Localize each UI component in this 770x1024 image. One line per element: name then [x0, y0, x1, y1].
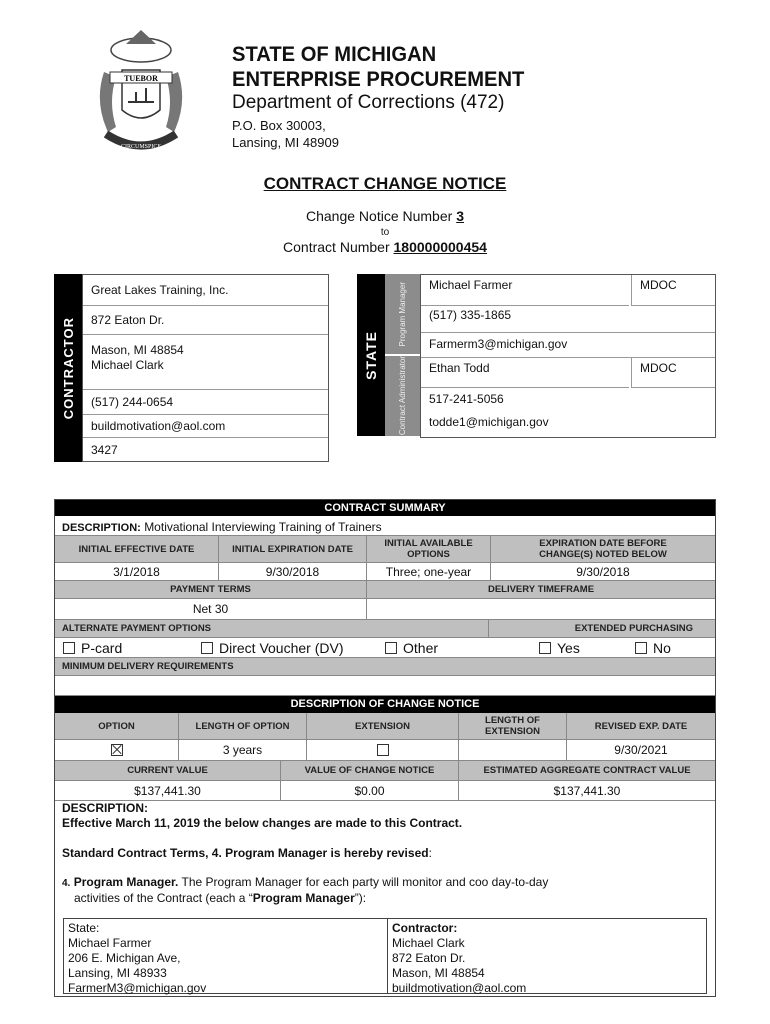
hdr-payment-terms: PAYMENT TERMS — [55, 581, 367, 598]
hdr-option: OPTION — [55, 713, 179, 739]
initial-effective-date: 3/1/2018 — [55, 563, 219, 580]
svg-text:CIRCUMSPICE: CIRCUMSPICE — [120, 144, 162, 150]
hdr-revised-exp: REVISED EXP. DATE — [594, 720, 688, 732]
current-value: $137,441.30 — [55, 781, 281, 800]
state-side-label: STATE — [357, 274, 385, 436]
hdr-length-extension: LENGTH OF EXTENSION — [459, 713, 567, 739]
ca-email: todde1@michigan.gov — [429, 415, 549, 429]
length-of-option: 3 years — [179, 740, 307, 760]
payment-header-row — [55, 581, 715, 599]
change-header-row — [55, 713, 715, 740]
extension-cell — [307, 740, 459, 760]
extended-no-option[interactable]: No — [635, 640, 671, 656]
agency-name: Department of Corrections (472) — [232, 92, 505, 113]
hdr-expiration-before: EXPIRATION DATE BEFORE CHANGE(S) NOTED BELOW — [539, 538, 667, 560]
change-notice-number: Change Notice Number 3 — [306, 208, 464, 224]
option-cell — [55, 740, 179, 760]
agency-address: P.O. Box 30003, Lansing, MI 48909 — [232, 118, 339, 150]
state-title: STATE OF MICHIGAN ENTERPRISE PROCUREMENT — [232, 43, 525, 91]
hdr-current-value: CURRENT VALUE — [55, 761, 281, 780]
checkbox-icon[interactable] — [377, 744, 389, 756]
hdr-alt-payment: ALTERNATE PAYMENT OPTIONS — [55, 620, 489, 637]
hdr-length-option: LENGTH OF OPTION — [179, 713, 307, 739]
hdr-initial-effective: INITIAL EFFECTIVE DATE — [55, 536, 219, 562]
notice-title: CONTRACT CHANGE NOTICE — [263, 174, 507, 193]
checkbox-icon[interactable] — [539, 642, 551, 654]
contractor-city: Mason, MI 48854 — [83, 334, 328, 360]
contractor-street: 872 Eaton Dr. — [91, 313, 165, 327]
hdr-initial-expiration: INITIAL EXPIRATION DATE — [219, 536, 367, 562]
ca-name: Ethan Todd — [421, 358, 629, 388]
payment-terms: Net 30 — [55, 599, 367, 619]
state-contacts — [420, 274, 716, 438]
checkbox-icon[interactable] — [201, 642, 213, 654]
delivery-timeframe — [367, 599, 715, 619]
contractor-email: buildmotivation@aol.com — [83, 414, 328, 438]
direct-voucher-option[interactable]: Direct Voucher (DV) — [201, 640, 343, 656]
initial-expiration-date: 9/30/2018 — [219, 563, 367, 580]
contract-summary-table — [54, 499, 716, 997]
michigan-seal-logo — [86, 22, 196, 152]
contractor-vendor-id: 3427 — [91, 443, 118, 457]
pm-name: Michael Farmer — [421, 275, 629, 306]
contractor-side-label: CONTRACTOR — [54, 274, 82, 462]
contractor-info — [82, 274, 329, 462]
pm-agency: MDOC — [631, 275, 715, 306]
pm-email: Farmerm3@michigan.gov — [421, 333, 715, 358]
hdr-extended-purchasing: EXTENDED PURCHASING — [574, 623, 693, 634]
hdr-extension: EXTENSION — [307, 713, 459, 739]
pm-state-column: State: Michael Farmer 206 E. Michigan Ave, Lansing, MI 48933 FarmerM3@michigan.gov — [64, 919, 388, 993]
pcard-option[interactable]: P-card — [63, 640, 122, 656]
summary-title: CONTRACT SUMMARY — [55, 500, 715, 516]
hdr-value-of-change: VALUE OF CHANGE NOTICE — [281, 761, 459, 780]
contractor-phone: (517) 244-0654 — [91, 395, 174, 409]
program-manager-table — [63, 918, 707, 994]
options-row — [55, 638, 715, 658]
change-title: DESCRIPTION OF CHANGE NOTICE — [55, 696, 715, 713]
effective-statement: Effective March 11, 2019 the below changes are made to this Contract. — [62, 816, 463, 830]
hdr-delivery-timeframe: DELIVERY TIMEFRAME — [487, 584, 595, 595]
checkbox-icon[interactable] — [63, 642, 75, 654]
change-values-row — [55, 740, 715, 761]
checked-checkbox-icon[interactable] — [111, 744, 123, 756]
value-of-change: $0.00 — [281, 781, 459, 800]
available-options: Three; one-year — [367, 563, 491, 580]
contract-number: Contract Number 180000000454 — [283, 239, 487, 255]
terms-line: Standard Contract Terms, 4. Program Manager is hereby revised: — [62, 846, 432, 860]
contractor-contact: Michael Clark — [83, 358, 328, 390]
contractor-name: Great Lakes Training, Inc. — [83, 275, 328, 306]
value-header-row — [55, 761, 715, 781]
summary-values-row — [55, 563, 715, 581]
payment-values-row — [55, 599, 715, 620]
program-manager-label: Program Manager — [385, 274, 420, 354]
value-row — [55, 781, 715, 801]
program-manager-clause: 4. Program Manager. The Program Manager for each party will monitor and coo day-to-day activities of the Contract (each a “Program Manager”): — [62, 875, 549, 905]
alt-payment-header-row — [55, 620, 715, 638]
aggregate-value: $137,441.30 — [553, 783, 621, 798]
ca-phone: 517-241-5056 — [429, 392, 504, 406]
expiration-before-change: 9/30/2018 — [576, 564, 630, 579]
pm-contractor-column: Contractor: Michael Clark 872 Eaton Dr. Mason, MI 48854 buildmotivation@aol.com — [392, 921, 527, 995]
revised-exp-date: 9/30/2021 — [614, 743, 668, 757]
checkbox-icon[interactable] — [635, 642, 647, 654]
svg-text:TUEBOR: TUEBOR — [124, 74, 158, 83]
other-option[interactable]: Other — [385, 640, 438, 656]
hdr-available-options: INITIAL AVAILABLE OPTIONS — [367, 536, 491, 562]
extended-yes-option[interactable]: Yes — [539, 640, 580, 656]
min-delivery-value — [55, 676, 715, 696]
hdr-aggregate-value: ESTIMATED AGGREGATE CONTRACT VALUE — [483, 765, 691, 776]
checkbox-icon[interactable] — [385, 642, 397, 654]
ca-agency: MDOC — [631, 358, 715, 388]
min-delivery-header: MINIMUM DELIVERY REQUIREMENTS — [55, 658, 715, 676]
contract-administrator-label: Contract Administrator — [385, 356, 420, 436]
summary-header-row — [55, 536, 715, 563]
to-label: to — [380, 227, 390, 238]
length-of-extension — [459, 740, 567, 760]
change-description-label: DESCRIPTION: — [62, 801, 149, 815]
pm-phone: (517) 335-1865 — [421, 306, 715, 333]
summary-description: DESCRIPTION: Motivational Interviewing Training of Trainers — [55, 516, 715, 536]
